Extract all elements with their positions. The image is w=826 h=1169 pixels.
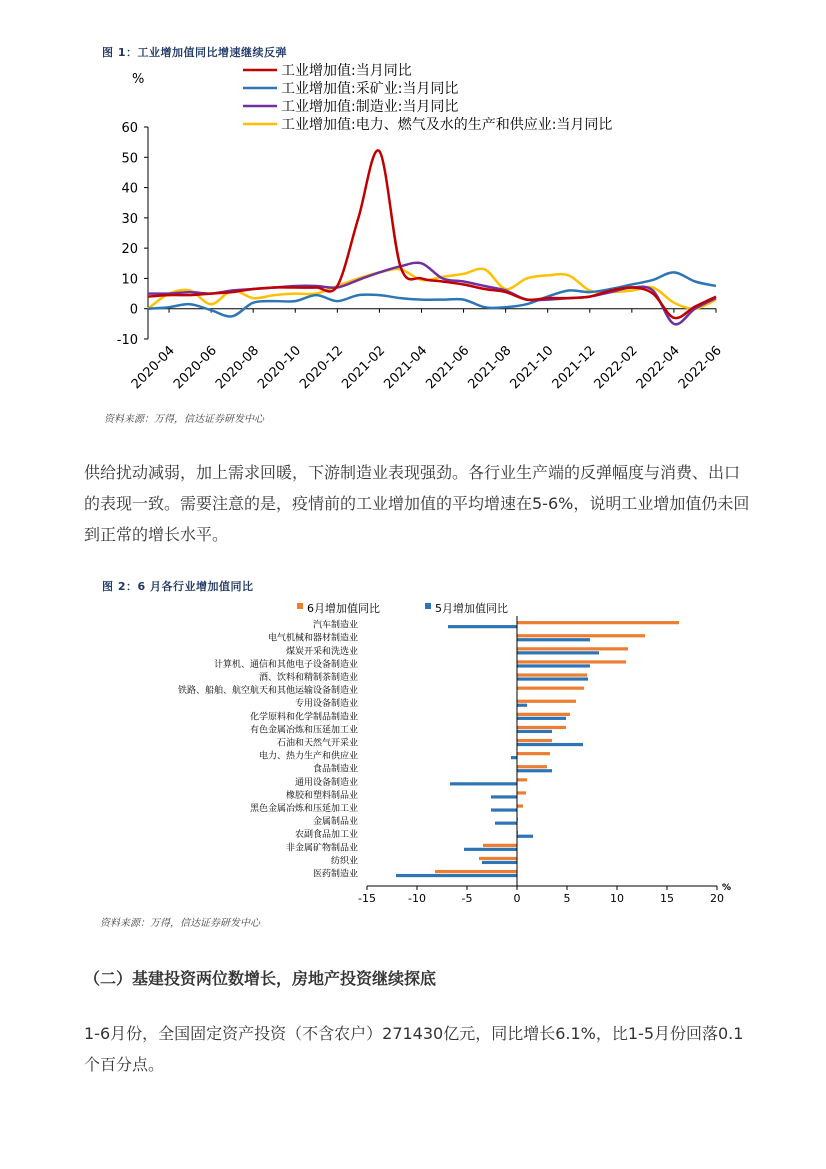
chart2-category-label: 煤炭开采和洗选业 [285, 646, 358, 657]
chart2-bar-may [517, 664, 590, 667]
chart2-category-label: 非金属矿物制品业 [285, 843, 358, 854]
figure1-source: 资料来源：万得，信达证券研发中心 [104, 414, 264, 425]
chart1-y-tick-label: 40 [121, 181, 138, 197]
chart2-x-tick-label: 5 [563, 892, 571, 905]
chart2-bar-june [517, 752, 550, 755]
chart1-x-tick-label: 2020-04 [128, 343, 178, 393]
chart2-legend-swatch [425, 603, 431, 609]
chart2-bar-june [483, 844, 517, 847]
chart2-bar-june [517, 778, 527, 781]
chart2-x-tick-label: -10 [408, 892, 426, 905]
chart2-x-tick-label: 0 [513, 892, 521, 905]
chart1-y-tick-label: 60 [121, 121, 138, 136]
chart2-bar-june [479, 857, 517, 860]
chart2-bar-june [517, 621, 679, 624]
chart2-category-label: 化学原料和化学制品制造业 [249, 712, 358, 723]
chart2-bar-june [517, 673, 587, 676]
chart2-category-label: 黑色金属冶炼和压延加工业 [249, 803, 358, 814]
figure2-source: 资料来源：万得，信达证券研发中心 [100, 918, 260, 929]
chart2-bar-may [517, 717, 566, 720]
chart2-bar-june [517, 647, 628, 650]
chart1-legend-label: 工业增加值:采矿业:当月同比 [281, 81, 459, 97]
chart2-category-label: 金属制品业 [312, 817, 358, 828]
chart1-x-tick-label: 2020-06 [170, 343, 220, 393]
chart2-bar-june [517, 765, 547, 768]
chart1-y-tick-label: 10 [121, 272, 138, 288]
chart2-category-label: 农副食品加工业 [294, 830, 358, 841]
chart2-bar-may [495, 822, 517, 825]
chart1-legend-label: 工业增加值:电力、燃气及水的生产和供应业:当月同比 [281, 117, 613, 133]
chart2-category-labels [178, 619, 358, 880]
chart1-x-tick-label: 2022-06 [675, 343, 725, 393]
chart2-bar-june [517, 726, 566, 729]
chart1-x-tick-label: 2022-04 [633, 343, 683, 393]
chart2-bar-may [491, 795, 517, 798]
chart2-bar-june [517, 660, 626, 663]
chart2-category-label: 食品制造业 [312, 764, 358, 775]
chart2-bar-may [517, 638, 590, 641]
chart2-category-label: 汽车制造业 [312, 620, 358, 631]
chart2-bar-may [482, 861, 517, 864]
chart2-x-tick-label: 15 [660, 892, 674, 905]
chart1-unit-label: % [132, 72, 145, 87]
chart1-x-tick-label: 2020-08 [212, 343, 263, 393]
chart1-x-tick-label: 2020-12 [297, 343, 347, 393]
chart2-bar-may [491, 808, 517, 811]
chart2-category-label: 计算机、通信和其他电子设备制造业 [213, 659, 358, 670]
body-paragraph-2: 1-6月份，全国固定资产投资（不含农户）271430亿元，同比增长6.1%，比1-5月份回落0.1个百分点。 [84, 1024, 744, 1074]
chart2-category-label: 有色金属冶炼和压延加工业 [249, 725, 358, 736]
section-heading-2: （二）基建投资两位数增长，房地产投资继续探底 [84, 969, 437, 988]
chart2-bar-may [517, 677, 588, 680]
chart1-x-tick-label: 2021-06 [423, 343, 473, 393]
chart2-bars [396, 621, 679, 877]
chart2-unit-label: % [722, 883, 732, 893]
chart1-legend-label: 工业增加值:当月同比 [281, 63, 412, 79]
chart1-y-tick-label: 50 [121, 151, 138, 167]
chart2-bar-june [435, 870, 517, 873]
chart2-category-label: 纺织业 [330, 856, 358, 867]
chart2-bar-may [517, 835, 533, 838]
chart1-y-tick-label: 30 [121, 211, 138, 227]
chart2-x-tick-label: 20 [710, 892, 724, 905]
chart2-bar-may [450, 782, 517, 785]
chart2-category-label: 铁路、船舶、航空航天和其他运输设备制造业 [177, 686, 358, 697]
chart2-category-label: 电气机械和器材制造业 [267, 633, 358, 644]
chart2-category-label: 专用设备制造业 [294, 699, 358, 710]
chart2-category-label: 医药制造业 [312, 869, 358, 880]
chart2-category-label: 电力、热力生产和供应业 [258, 751, 358, 762]
chart2-bar-june [517, 713, 570, 716]
chart2-bar-may [517, 743, 583, 746]
chart2-x-tick-label: -5 [461, 892, 473, 905]
chart1-y-tick-label: 0 [129, 302, 138, 318]
figure1-caption: 图 1：工业增加值同比增速继续反弹 [102, 46, 287, 59]
chart2-category-label: 通用设备制造业 [294, 777, 358, 788]
chart2-x-tick-label: 10 [610, 892, 624, 905]
chart2-bar-may [464, 848, 517, 851]
chart1-x-tick-label: 2021-08 [465, 343, 515, 393]
chart2-bar-june [517, 687, 584, 690]
chart2-bar-june [517, 634, 645, 637]
chart2-bar-may [517, 769, 552, 772]
chart1-x-tick-label: 2021-04 [381, 343, 431, 393]
chart1-x-tick-label: 2021-10 [507, 343, 557, 393]
chart2-axes [358, 616, 724, 905]
figure2-caption: 图 2：6 月各行业增加值同比 [102, 580, 254, 593]
chart2-bar-may [517, 651, 599, 654]
chart1-x-tick-label: 2020-10 [255, 343, 305, 393]
chart2-bar-may [517, 730, 552, 733]
chart2-category-label: 酒、饮料和精制茶制造业 [258, 672, 358, 683]
chart1-x-tick-label: 2021-12 [549, 343, 599, 393]
chart2-category-label: 橡胶和塑料制品业 [285, 790, 358, 801]
chart2-bar-may [448, 625, 517, 628]
body-paragraph-1: 供给扰动减弱，加上需求回暖，下游制造业表现强劲。各行业生产端的反弹幅度与消费、出口的表现一致。需要注意的是，疫情前的工业增加值的平均增速在5-6%，说明工业增加值仍未回到正常的增长水平。 [84, 463, 750, 544]
chart1-y-tick-label: 20 [121, 242, 138, 258]
chart2-category-label: 石油和天然气开采业 [276, 738, 358, 749]
chart1-legend-label: 工业增加值:制造业:当月同比 [281, 99, 459, 115]
chart2-legend-label: 5月增加值同比 [435, 602, 508, 615]
chart1-y-tick-label: -10 [116, 333, 138, 348]
chart2-legend-label: 6月增加值同比 [307, 602, 380, 615]
chart1-x-tick-label: 2022-02 [591, 343, 641, 393]
chart2-bar-may [517, 704, 527, 707]
chart1-x-tick-label: 2021-02 [339, 343, 389, 393]
chart2-bar-june [517, 739, 552, 742]
chart2-bar-june [517, 791, 526, 794]
chart2-x-tick-label: -15 [358, 892, 376, 905]
chart2-legend-swatch [297, 603, 303, 609]
chart2-bar-may [511, 756, 517, 759]
chart2-bar-june [517, 700, 576, 703]
chart2-bar-may [396, 874, 517, 877]
chart2-legend [297, 601, 508, 615]
chart2-bar-june [517, 804, 523, 807]
